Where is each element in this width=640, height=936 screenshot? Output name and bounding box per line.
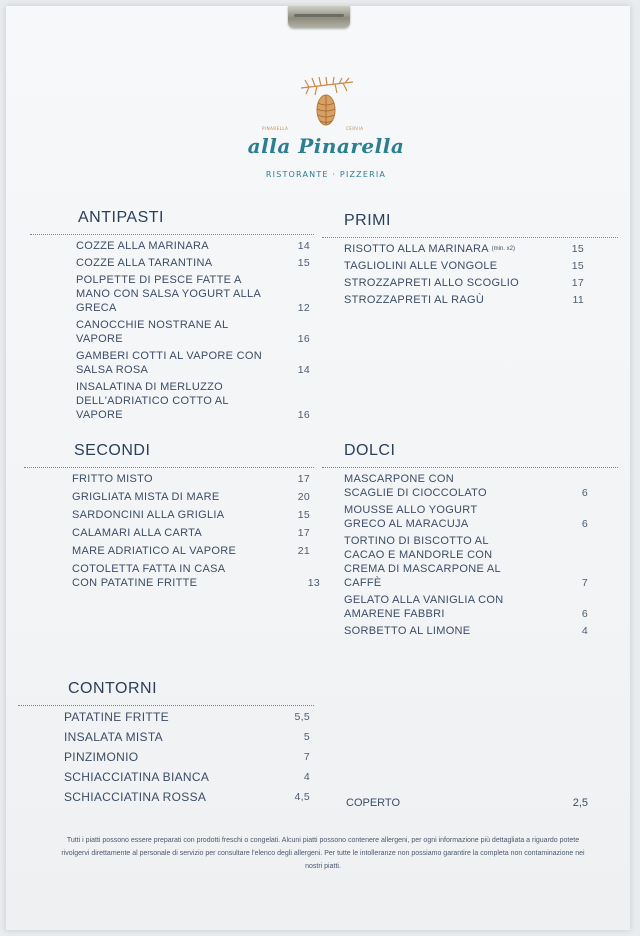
divider <box>322 237 618 238</box>
item-name: MASCARPONE CON SCAGLIE DI CIOCCOLATO <box>344 473 487 499</box>
item-price: 14 <box>297 240 310 252</box>
item-name: GAMBERI COTTI AL VAPORE CON SALSA ROSA <box>76 350 262 376</box>
item-price: 20 <box>297 491 310 503</box>
cover-charge-label: COPERTO <box>346 797 400 809</box>
menu-item <box>344 593 588 621</box>
item-price: 7 <box>303 751 310 763</box>
item-price: 16 <box>297 409 310 421</box>
item-price: 16 <box>297 333 310 345</box>
menu-item <box>344 276 588 290</box>
item-note: (min. x2) <box>491 246 515 253</box>
item-name: PATATINE FRITTE <box>64 710 169 724</box>
item-price: 14 <box>297 364 310 376</box>
menu-item <box>72 490 314 504</box>
item-name: INSALATINA DI MERLUZZO DELL'ADRIATICO COTTO AL VAPORE <box>76 381 229 421</box>
item-name: SORBETTO AL LIMONE <box>344 625 471 637</box>
item-price: 15 <box>297 509 310 521</box>
menu-item <box>76 349 314 377</box>
menu-item <box>344 259 588 273</box>
item-name: POLPETTE DI PESCE FATTE A MANO CON SALSA YOGURT ALLA GRECA <box>76 274 261 314</box>
section-title: PRIMI <box>344 212 391 229</box>
item-price: 17 <box>297 473 310 485</box>
cover-charge <box>346 797 592 809</box>
menu-item <box>64 750 314 764</box>
logo-right-tag: CERVIA <box>346 126 364 131</box>
menu-item <box>344 242 588 256</box>
item-name: TORTINO DI BISCOTTO AL CACAO E MANDORLE CON CREMA DI MASCARPONE AL CAFFÈ <box>344 535 501 589</box>
item-name: CALAMARI ALLA CARTA <box>72 527 203 539</box>
menu-sheet <box>6 6 630 930</box>
item-name: STROZZAPRETI ALLO SCOGLIO <box>344 277 519 290</box>
item-price: 17 <box>297 527 310 539</box>
menu-item <box>64 710 314 724</box>
item-price: 15 <box>571 243 584 256</box>
restaurant-logo <box>236 76 416 186</box>
item-name: COZZE ALLA TARANTINA <box>76 257 213 269</box>
section-title: DOLCI <box>344 442 396 459</box>
item-name: TAGLIOLINI ALLE VONGOLE <box>344 260 498 273</box>
section-secondi <box>24 442 320 590</box>
section-title: SECONDI <box>74 442 151 459</box>
item-name: MOUSSE ALLO YOGURT GRECO AL MARACUJA <box>344 504 478 530</box>
item-name: SARDONCINI ALLA GRIGLIA <box>72 509 225 521</box>
menu-item <box>64 770 314 784</box>
item-name: GELATO ALLA VANIGLIA CON AMARENE FABBRI <box>344 594 504 620</box>
menu-item <box>344 534 588 590</box>
section-dolci <box>322 442 618 638</box>
divider <box>322 467 618 468</box>
item-price: 5,5 <box>294 711 310 723</box>
menu-item <box>344 503 588 531</box>
divider <box>18 705 314 706</box>
section-title: ANTIPASTI <box>78 209 164 226</box>
item-name: STROZZAPRETI AL RAGÙ <box>344 294 485 307</box>
menu-item <box>76 318 314 346</box>
item-price: 6 <box>581 608 588 620</box>
section-primi <box>322 212 618 307</box>
item-name: PINZIMONIO <box>64 750 139 764</box>
item-price: 7 <box>581 577 588 589</box>
item-price: 11 <box>572 294 584 307</box>
item-price: 15 <box>571 260 584 273</box>
item-price: 21 <box>297 545 310 557</box>
menu-item <box>76 256 314 270</box>
item-name: FRITTO MISTO <box>72 473 153 485</box>
menu-item <box>76 380 314 422</box>
brand-name: alla Pinarella <box>247 134 405 158</box>
menu-item <box>76 239 314 253</box>
section-antipasti <box>30 209 314 422</box>
menu-item <box>344 472 588 500</box>
logo-left-tag: PINARELLA <box>262 126 289 131</box>
allergen-notice: Tutti i piatti possono essere preparati con prodotti freschi o congelati. Alcuni piatti possono contenere allergeni, per ogni informazione più dettagliata a riguardo potete rivolgervi direttamente al personale di servizio per consultare l'elenco degli allergeni. Per tutte le intolleranze non possiamo garantire la completa non contaminazione nei nostri piatti. <box>61 837 585 870</box>
menu-item <box>72 508 314 522</box>
item-price: 6 <box>581 487 588 499</box>
item-price: 6 <box>581 518 588 530</box>
menu-item <box>344 624 588 638</box>
menu-item <box>344 293 588 307</box>
cover-charge-price: 2,5 <box>572 797 588 809</box>
item-price: 4 <box>581 625 588 637</box>
item-name: GRIGLIATA MISTA DI MARE <box>72 491 220 503</box>
item-price: 5 <box>303 731 310 743</box>
menu-item <box>64 730 314 744</box>
clipboard-clip <box>288 6 350 28</box>
item-price: 17 <box>571 277 584 290</box>
section-contorni <box>18 680 314 804</box>
menu-item <box>72 472 314 486</box>
item-name: COTOLETTA FATTA IN CASA CON PATATINE FRITTE <box>72 563 225 589</box>
item-name: INSALATA MISTA <box>64 730 163 744</box>
section-title: CONTORNI <box>68 680 158 697</box>
brand-subtitle: RISTORANTE · PIZZERIA <box>265 170 387 179</box>
menu-item <box>76 273 314 315</box>
item-name: SCHIACCIATINA ROSSA <box>64 790 207 804</box>
menu-item <box>72 526 314 540</box>
item-name: SCHIACCIATINA BIANCA <box>64 770 210 784</box>
menu-item <box>72 544 314 558</box>
item-name: CANOCCHIE NOSTRANE AL VAPORE <box>76 319 228 345</box>
menu-item <box>72 562 320 590</box>
divider <box>30 234 314 235</box>
item-name-text: RISOTTO ALLA MARINARA <box>344 243 489 255</box>
item-name: MARE ADRIATICO AL VAPORE <box>72 545 237 557</box>
divider <box>24 467 314 468</box>
menu-item <box>64 790 314 804</box>
item-price: 4 <box>303 771 310 783</box>
item-price: 15 <box>297 257 310 269</box>
item-name <box>344 242 588 256</box>
item-price: 13 <box>307 577 320 589</box>
pine-cone-icon <box>291 76 361 132</box>
item-price: 12 <box>297 302 310 314</box>
item-name: COZZE ALLA MARINARA <box>76 240 209 252</box>
item-price: 4,5 <box>294 791 310 803</box>
